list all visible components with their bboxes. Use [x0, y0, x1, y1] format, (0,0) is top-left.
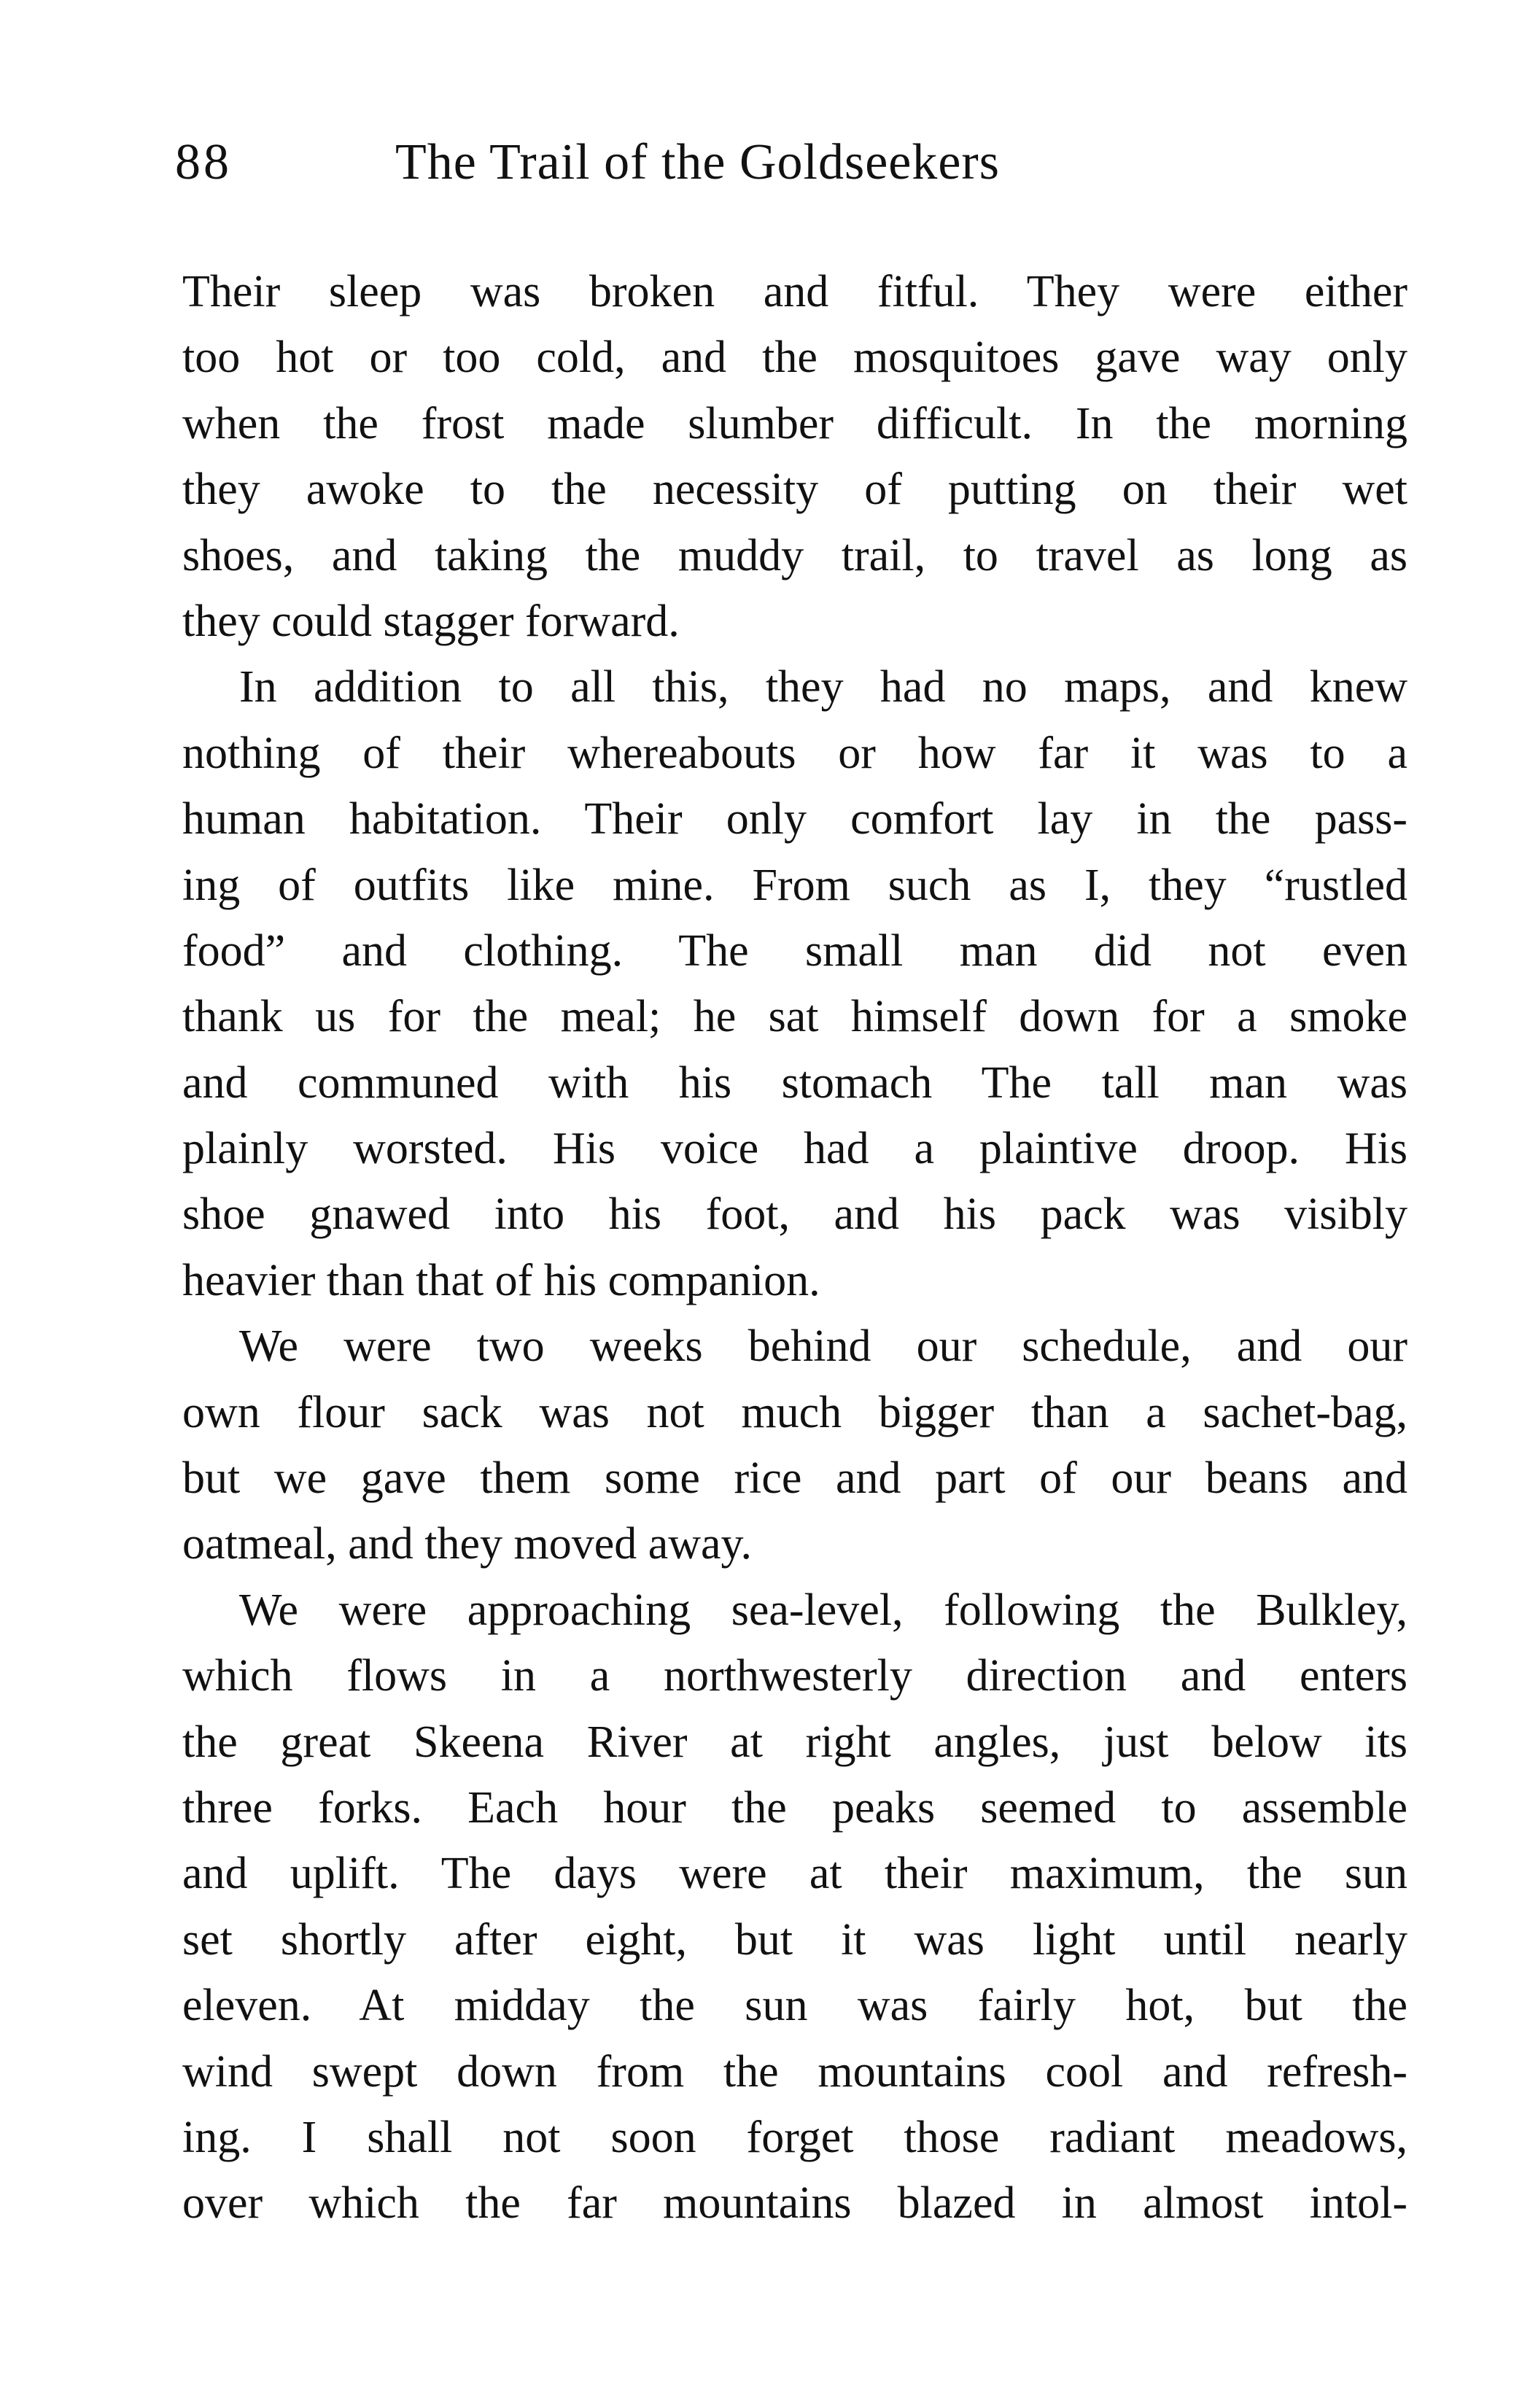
text-line: but we gave them some rice and part of our beans and: [182, 1453, 1407, 1504]
text-line: own flour sack was not much bigger than a sachet-bag,: [182, 1387, 1407, 1437]
text-line: plainly worsted. His voice had a plaintive droop. His: [182, 1124, 1407, 1174]
text-line: they could stagger forward.: [182, 596, 680, 646]
paragraph-1: [182, 259, 1407, 654]
text-line: too hot or too cold, and the mosquitoes gave way only: [182, 333, 1407, 383]
text-line: three forks. Each hour the peaks seemed to assemble: [182, 1782, 1407, 1833]
text-line: human habitation. Their only comfort lay in the pass-: [182, 794, 1407, 844]
running-header: [175, 130, 1407, 195]
text-line: nothing of their whereabouts or how far it was to a: [182, 728, 1407, 778]
text-line: the great Skeena River at right angles, just below its: [182, 1717, 1407, 1767]
text-line: over which the far mountains blazed in almost intol-: [182, 2178, 1407, 2229]
text-line: Their sleep was broken and fitful. They were either: [182, 267, 1407, 316]
paragraph-2: [182, 654, 1407, 1313]
body-text: [182, 259, 1407, 2237]
paragraph-4: [182, 1577, 1407, 2237]
text-line: set shortly after eight, but it was light until nearly: [182, 1914, 1407, 1965]
text-line: We were two weeks behind our schedule, and our: [239, 1321, 1407, 1372]
text-line: food” and clothing. The small man did not even: [182, 925, 1407, 976]
text-line: which flows in a northwesterly direction and enters: [182, 1651, 1407, 1701]
text-line: and uplift. The days were at their maximum, the sun: [182, 1849, 1407, 1899]
text-line: wind swept down from the mountains cool and refresh-: [182, 2046, 1407, 2097]
running-title: The Trail of the Goldseekers: [395, 134, 1000, 190]
text-line: oatmeal, and they moved away.: [182, 1519, 753, 1569]
text-line: shoes, and taking the muddy trail, to travel as long as: [182, 530, 1407, 580]
text-line: thank us for the meal; he sat himself down for a smoke: [182, 992, 1407, 1042]
paragraph-3: [182, 1313, 1407, 1577]
page-number: 88: [175, 134, 232, 190]
text-line: In addition to all this, they had no maps, and knew: [239, 662, 1407, 712]
text-line: We were approaching sea-level, following the Bulkley,: [239, 1585, 1407, 1635]
text-line: when the frost made slumber difficult. In the morning: [182, 398, 1407, 448]
text-line: ing. I shall not soon forget those radiant meadows,: [182, 2112, 1407, 2162]
text-line: and communed with his stomach The tall man was: [182, 1057, 1407, 1108]
text-line: eleven. At midday the sun was fairly hot, but the: [182, 1981, 1407, 2031]
text-line: shoe gnawed into his foot, and his pack was visibly: [182, 1189, 1407, 1240]
text-line: ing of outfits like mine. From such as I, they “rustled: [182, 860, 1407, 910]
text-line: they awoke to the necessity of putting on their wet: [182, 465, 1407, 515]
text-line: heavier than that of his companion.: [182, 1255, 820, 1305]
